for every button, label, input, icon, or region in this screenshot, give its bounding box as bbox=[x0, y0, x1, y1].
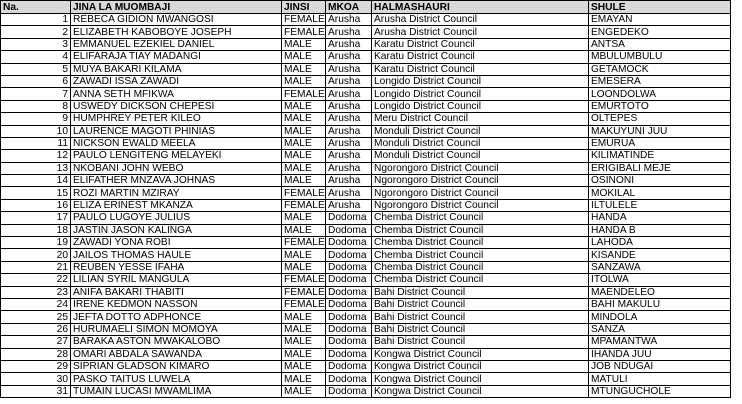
cell-no: 25 bbox=[1, 311, 71, 323]
cell-school: MINDOLA bbox=[589, 311, 731, 323]
cell-school: OSINONI bbox=[589, 175, 731, 187]
table-row bbox=[1, 175, 731, 187]
cell-gender: FEMALE bbox=[282, 14, 326, 26]
cell-name: OMARI ABDALA SAWANDA bbox=[71, 348, 282, 360]
cell-region: Dodoma bbox=[326, 249, 372, 261]
cell-council: Karatu District Council bbox=[372, 38, 589, 50]
cell-no: 8 bbox=[1, 100, 71, 112]
cell-gender: MALE bbox=[282, 38, 326, 50]
cell-school: MOKILAL bbox=[589, 187, 731, 199]
cell-school: MPAMANTWA bbox=[589, 336, 731, 348]
cell-name: LAURENCE MAGOTI PHINIAS bbox=[71, 125, 282, 137]
cell-gender: FEMALE bbox=[282, 199, 326, 211]
table-row bbox=[1, 199, 731, 211]
cell-no: 7 bbox=[1, 88, 71, 100]
table-row bbox=[1, 150, 731, 162]
cell-gender: MALE bbox=[282, 360, 326, 372]
cell-region: Arusha bbox=[326, 51, 372, 63]
cell-school: KISANDE bbox=[589, 249, 731, 261]
cell-name: REUBEN YESSE IFAHA bbox=[71, 261, 282, 273]
cell-name: NICKSON EWALD MEELA bbox=[71, 137, 282, 149]
cell-name: ELIZABETH KABOBOYE JOSEPH bbox=[71, 26, 282, 38]
cell-name: JAILOS THOMAS HAULE bbox=[71, 249, 282, 261]
cell-council: Bahi District Council bbox=[372, 298, 589, 310]
cell-council: Bahi District Council bbox=[372, 311, 589, 323]
cell-no: 1 bbox=[1, 14, 71, 26]
cell-gender: MALE bbox=[282, 125, 326, 137]
table-row bbox=[1, 100, 731, 112]
cell-no: 20 bbox=[1, 249, 71, 261]
cell-region: Dodoma bbox=[326, 348, 372, 360]
cell-council: Kongwa District Council bbox=[372, 373, 589, 385]
cell-school: MAKUYUNI JUU bbox=[589, 125, 731, 137]
header-school: SHULE bbox=[589, 1, 731, 14]
cell-region: Dodoma bbox=[326, 298, 372, 310]
cell-gender: MALE bbox=[282, 311, 326, 323]
cell-name: REBECA GIDION MWANGOSI bbox=[71, 14, 282, 26]
cell-name: JEFTA DOTTO ADPHONCE bbox=[71, 311, 282, 323]
table-body bbox=[1, 14, 731, 398]
cell-no: 24 bbox=[1, 298, 71, 310]
cell-region: Dodoma bbox=[326, 311, 372, 323]
cell-school: BAHI MAKULU bbox=[589, 298, 731, 310]
cell-gender: MALE bbox=[282, 373, 326, 385]
cell-name: NKOBANI JOHN WEBO bbox=[71, 162, 282, 174]
cell-council: Karatu District Council bbox=[372, 63, 589, 75]
cell-no: 19 bbox=[1, 237, 71, 249]
cell-name: TUMAIN LUCASI MWAMLIMA bbox=[71, 385, 282, 397]
cell-gender: MALE bbox=[282, 212, 326, 224]
cell-no: 31 bbox=[1, 385, 71, 397]
cell-no: 6 bbox=[1, 75, 71, 87]
cell-name: JASTIN JASON KALINGA bbox=[71, 224, 282, 236]
cell-council: Arusha District Council bbox=[372, 14, 589, 26]
cell-school: HANDA bbox=[589, 212, 731, 224]
cell-name: HUMPHREY PETER KILEO bbox=[71, 113, 282, 125]
cell-region: Arusha bbox=[326, 162, 372, 174]
cell-school: MBULUMBULU bbox=[589, 51, 731, 63]
cell-school: MATULI bbox=[589, 373, 731, 385]
cell-region: Dodoma bbox=[326, 360, 372, 372]
cell-region: Arusha bbox=[326, 113, 372, 125]
cell-council: Ngorongoro District Council bbox=[372, 187, 589, 199]
cell-council: Kongwa District Council bbox=[372, 348, 589, 360]
cell-no: 12 bbox=[1, 150, 71, 162]
header-no: Na. bbox=[1, 1, 71, 14]
cell-gender: MALE bbox=[282, 336, 326, 348]
table-row bbox=[1, 14, 731, 26]
cell-name: PAULO LUGOYE JULIUS bbox=[71, 212, 282, 224]
cell-school: ENGEDEKO bbox=[589, 26, 731, 38]
cell-region: Arusha bbox=[326, 125, 372, 137]
cell-council: Monduli District Council bbox=[372, 137, 589, 149]
cell-no: 26 bbox=[1, 323, 71, 335]
cell-gender: FEMALE bbox=[282, 286, 326, 298]
header-region: MKOA bbox=[326, 1, 372, 14]
table-row bbox=[1, 224, 731, 236]
cell-council: Longido District Council bbox=[372, 88, 589, 100]
table-row bbox=[1, 187, 731, 199]
cell-name: EMMANUEL EZEKIEL DANIEL bbox=[71, 38, 282, 50]
cell-name: PASKO TAITUS LUWELA bbox=[71, 373, 282, 385]
cell-name: USWEDY DICKSON CHEPESI bbox=[71, 100, 282, 112]
cell-name: BARAKA ASTON MWAKALOBO bbox=[71, 336, 282, 348]
table-row bbox=[1, 286, 731, 298]
cell-school: MTUNGUCHOLE bbox=[589, 385, 731, 397]
cell-school: GETAMOCK bbox=[589, 63, 731, 75]
cell-gender: MALE bbox=[282, 323, 326, 335]
header-council: HALMASHAURI bbox=[372, 1, 589, 14]
cell-council: Meru District Council bbox=[372, 113, 589, 125]
cell-council: Bahi District Council bbox=[372, 336, 589, 348]
table-row bbox=[1, 51, 731, 63]
cell-gender: MALE bbox=[282, 162, 326, 174]
cell-school: KILIMATINDE bbox=[589, 150, 731, 162]
cell-gender: MALE bbox=[282, 249, 326, 261]
cell-school: ERIGIBALI MEJE bbox=[589, 162, 731, 174]
cell-school: SANZA bbox=[589, 323, 731, 335]
cell-name: ZAWADI YONA ROBI bbox=[71, 237, 282, 249]
cell-no: 23 bbox=[1, 286, 71, 298]
cell-no: 27 bbox=[1, 336, 71, 348]
cell-school: EMURTOTO bbox=[589, 100, 731, 112]
cell-school: MAENDELEO bbox=[589, 286, 731, 298]
cell-council: Longido District Council bbox=[372, 75, 589, 87]
cell-gender: FEMALE bbox=[282, 88, 326, 100]
cell-name: ELIFATHER MNZAVA JOHNAS bbox=[71, 175, 282, 187]
cell-name: ROZI MARTIN MZIRAY bbox=[71, 187, 282, 199]
cell-name: ELIFARAJA TIAY MADANGI bbox=[71, 51, 282, 63]
cell-no: 17 bbox=[1, 212, 71, 224]
cell-school: IHANDA JUU bbox=[589, 348, 731, 360]
table-row bbox=[1, 113, 731, 125]
cell-gender: FEMALE bbox=[282, 237, 326, 249]
cell-gender: MALE bbox=[282, 348, 326, 360]
cell-no: 14 bbox=[1, 175, 71, 187]
table-row bbox=[1, 298, 731, 310]
cell-school: SANZAWA bbox=[589, 261, 731, 273]
cell-school: EMESERA bbox=[589, 75, 731, 87]
header-name: JINA LA MUOMBAJI bbox=[71, 1, 282, 14]
cell-gender: MALE bbox=[282, 137, 326, 149]
table-row bbox=[1, 38, 731, 50]
cell-region: Arusha bbox=[326, 175, 372, 187]
cell-name: ANIFA BAKARI THABITI bbox=[71, 286, 282, 298]
cell-school: LOONDOLWA bbox=[589, 88, 731, 100]
cell-name: ZAWADI ISSA ZAWADI bbox=[71, 75, 282, 87]
cell-name: SIPRIAN GLADSON KIMARO bbox=[71, 360, 282, 372]
cell-school: LAHODA bbox=[589, 237, 731, 249]
cell-council: Chemba District Council bbox=[372, 274, 589, 286]
cell-gender: MALE bbox=[282, 51, 326, 63]
cell-region: Dodoma bbox=[326, 385, 372, 397]
cell-name: LILIAN SYRIL MANGULA bbox=[71, 274, 282, 286]
cell-council: Bahi District Council bbox=[372, 286, 589, 298]
cell-council: Chemba District Council bbox=[372, 261, 589, 273]
table-row bbox=[1, 311, 731, 323]
cell-school: EMURUA bbox=[589, 137, 731, 149]
table-row bbox=[1, 336, 731, 348]
table-row bbox=[1, 373, 731, 385]
cell-gender: FEMALE bbox=[282, 298, 326, 310]
cell-no: 4 bbox=[1, 51, 71, 63]
cell-school: ANTSA bbox=[589, 38, 731, 50]
cell-no: 2 bbox=[1, 26, 71, 38]
cell-region: Dodoma bbox=[326, 261, 372, 273]
cell-region: Arusha bbox=[326, 199, 372, 211]
table-row bbox=[1, 348, 731, 360]
cell-region: Arusha bbox=[326, 187, 372, 199]
cell-no: 18 bbox=[1, 224, 71, 236]
cell-name: ELIZA ERINEST MKANZA bbox=[71, 199, 282, 211]
table-row bbox=[1, 75, 731, 87]
table-row bbox=[1, 162, 731, 174]
table-row bbox=[1, 237, 731, 249]
table-row bbox=[1, 274, 731, 286]
cell-gender: FEMALE bbox=[282, 187, 326, 199]
cell-council: Chemba District Council bbox=[372, 212, 589, 224]
cell-gender: MALE bbox=[282, 75, 326, 87]
cell-no: 15 bbox=[1, 187, 71, 199]
cell-region: Dodoma bbox=[326, 237, 372, 249]
table-row bbox=[1, 385, 731, 397]
cell-school: ITOLWA bbox=[589, 274, 731, 286]
cell-region: Arusha bbox=[326, 88, 372, 100]
table-row bbox=[1, 249, 731, 261]
cell-region: Arusha bbox=[326, 63, 372, 75]
cell-region: Arusha bbox=[326, 137, 372, 149]
cell-name: MUYA BAKARI KILAMA bbox=[71, 63, 282, 75]
cell-council: Monduli District Council bbox=[372, 150, 589, 162]
header-row bbox=[1, 1, 731, 14]
cell-region: Arusha bbox=[326, 38, 372, 50]
cell-no: 30 bbox=[1, 373, 71, 385]
cell-gender: MALE bbox=[282, 385, 326, 397]
table-row bbox=[1, 88, 731, 100]
cell-school: EMAYAN bbox=[589, 14, 731, 26]
cell-region: Dodoma bbox=[326, 323, 372, 335]
cell-no: 28 bbox=[1, 348, 71, 360]
cell-gender: MALE bbox=[282, 261, 326, 273]
cell-school: OLTEPES bbox=[589, 113, 731, 125]
cell-council: Ngorongoro District Council bbox=[372, 199, 589, 211]
cell-council: Chemba District Council bbox=[372, 237, 589, 249]
cell-region: Arusha bbox=[326, 75, 372, 87]
cell-council: Chemba District Council bbox=[372, 224, 589, 236]
cell-region: Dodoma bbox=[326, 373, 372, 385]
cell-no: 3 bbox=[1, 38, 71, 50]
cell-name: HURUMAELI SIMON MOMOYA bbox=[71, 323, 282, 335]
cell-school: JOB NDUGAI bbox=[589, 360, 731, 372]
cell-no: 21 bbox=[1, 261, 71, 273]
cell-region: Arusha bbox=[326, 14, 372, 26]
cell-name: PAULO LENGITENG MELAYEKI bbox=[71, 150, 282, 162]
cell-no: 29 bbox=[1, 360, 71, 372]
cell-region: Dodoma bbox=[326, 286, 372, 298]
cell-no: 13 bbox=[1, 162, 71, 174]
cell-school: ILTULELE bbox=[589, 199, 731, 211]
cell-name: ANNA SETH MFIKWA bbox=[71, 88, 282, 100]
cell-council: Arusha District Council bbox=[372, 26, 589, 38]
header-gender: JINSI bbox=[282, 1, 326, 14]
cell-region: Dodoma bbox=[326, 224, 372, 236]
cell-region: Arusha bbox=[326, 26, 372, 38]
cell-council: Longido District Council bbox=[372, 100, 589, 112]
table-row bbox=[1, 63, 731, 75]
table-row bbox=[1, 323, 731, 335]
cell-council: Kongwa District Council bbox=[372, 385, 589, 397]
table-row bbox=[1, 360, 731, 372]
cell-region: Dodoma bbox=[326, 274, 372, 286]
cell-gender: MALE bbox=[282, 150, 326, 162]
cell-no: 9 bbox=[1, 113, 71, 125]
cell-no: 11 bbox=[1, 137, 71, 149]
table-row bbox=[1, 125, 731, 137]
cell-gender: FEMALE bbox=[282, 26, 326, 38]
cell-region: Arusha bbox=[326, 100, 372, 112]
cell-region: Arusha bbox=[326, 150, 372, 162]
cell-council: Chemba District Council bbox=[372, 249, 589, 261]
cell-no: 16 bbox=[1, 199, 71, 211]
cell-council: Bahi District Council bbox=[372, 323, 589, 335]
cell-council: Ngorongoro District Council bbox=[372, 175, 589, 187]
cell-gender: MALE bbox=[282, 100, 326, 112]
cell-name: IRENE KEDMON NASSON bbox=[71, 298, 282, 310]
cell-no: 5 bbox=[1, 63, 71, 75]
cell-council: Kongwa District Council bbox=[372, 360, 589, 372]
table-row bbox=[1, 26, 731, 38]
cell-no: 22 bbox=[1, 274, 71, 286]
cell-council: Karatu District Council bbox=[372, 51, 589, 63]
table-row bbox=[1, 261, 731, 273]
cell-no: 10 bbox=[1, 125, 71, 137]
cell-gender: FEMALE bbox=[282, 274, 326, 286]
cell-council: Ngorongoro District Council bbox=[372, 162, 589, 174]
cell-gender: MALE bbox=[282, 175, 326, 187]
cell-region: Dodoma bbox=[326, 336, 372, 348]
cell-gender: MALE bbox=[282, 63, 326, 75]
cell-council: Monduli District Council bbox=[372, 125, 589, 137]
cell-school: HANDA B bbox=[589, 224, 731, 236]
table-row bbox=[1, 212, 731, 224]
table-row bbox=[1, 137, 731, 149]
cell-region: Dodoma bbox=[326, 212, 372, 224]
cell-gender: MALE bbox=[282, 224, 326, 236]
cell-gender: MALE bbox=[282, 113, 326, 125]
